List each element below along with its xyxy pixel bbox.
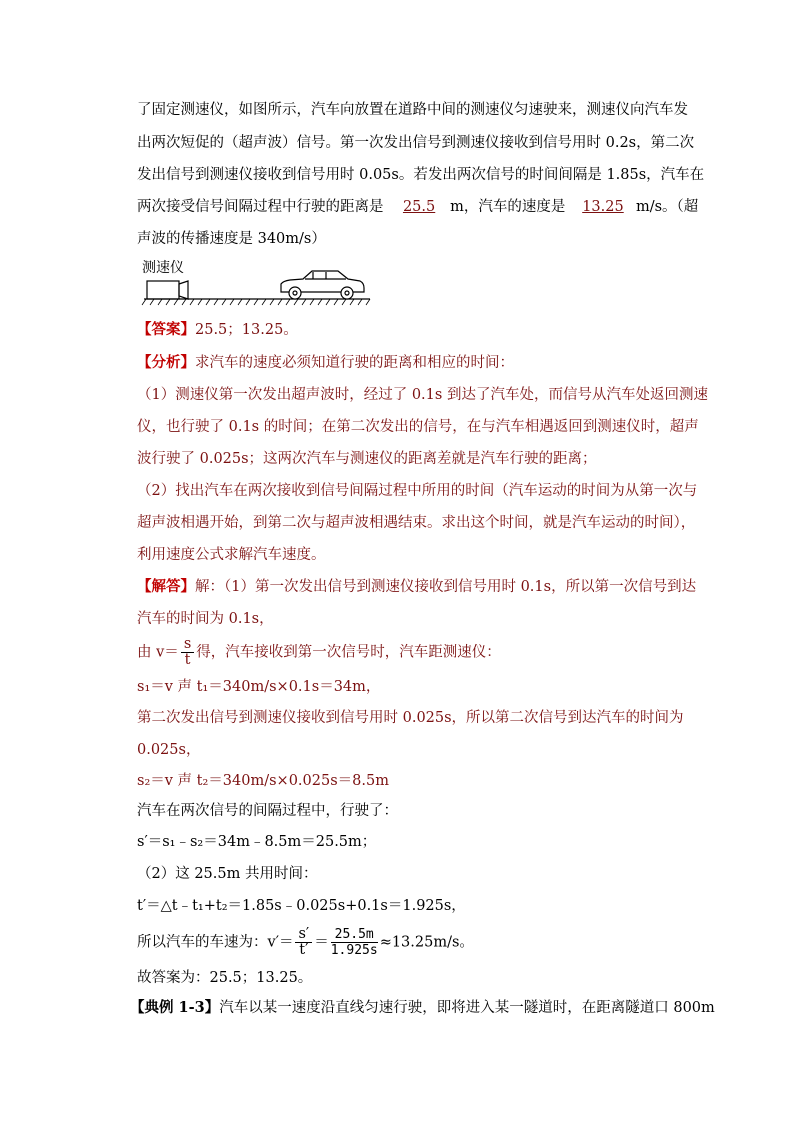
fraction-numerator: s <box>181 637 194 653</box>
car-icon <box>281 271 364 299</box>
problem-line-3: 发出信号到测速仪接收到信号用时 0.05s。若发出两次信号的时间间隔是 1.85s，汽车在 <box>137 167 705 183</box>
answer-blank-1: 25.5 <box>402 199 436 215</box>
solution-line-5: 第二次发出信号到测速仪接收到信号用时 0.025s，所以第二次信号到达汽车的时间为 <box>137 710 684 726</box>
solution-l12-post: ≈13.25m/s。 <box>379 934 474 951</box>
analysis-tag: 【分析】 <box>137 354 195 371</box>
speed-meter-car-figure <box>138 262 373 312</box>
solution-line-7: s₂＝v 声 t₂＝340m/s×0.025s＝8.5m <box>137 773 389 789</box>
solution-line-9: s′＝s₁﹣s₂＝34m﹣8.5m＝25.5m； <box>137 834 377 850</box>
solution-line-1 <box>137 577 696 597</box>
fraction-value <box>331 927 378 958</box>
solution-l3-pre: 由 v＝ <box>137 644 179 661</box>
fraction-numerator: s′ <box>295 927 312 943</box>
fraction-denominator: 1.925s <box>330 943 378 958</box>
figure-label: 测速仪 <box>142 260 184 276</box>
answer-blank-2: 13.25 <box>582 199 624 215</box>
solution-line-8: 汽车在两次信号的间隔过程中，行驶了： <box>137 803 398 819</box>
fraction-denominator: t′ <box>299 942 309 958</box>
solution-line-12 <box>137 927 474 958</box>
analysis-intro: 求汽车的速度必须知道行驶的距离和相应的时间： <box>195 355 514 371</box>
problem-line-5: 声波的传播速度是 340m/s） <box>137 231 326 247</box>
next-example-tag: 【典例 1-3】 <box>130 999 220 1016</box>
solution-line-2: 汽车的时间为 0.1s， <box>137 611 274 627</box>
analysis-p2-line-1: （2）找出汽车在两次接收到信号间隔过程中所用的时间（汽车运动的时间为从第一次与 <box>137 483 698 499</box>
next-example-text: 汽车以某一速度沿直线匀速行驶，即将进入某一隧道时，在距离隧道口 800m <box>219 1000 715 1016</box>
next-example-line <box>130 998 715 1018</box>
analysis-p2-line-3: 利用速度公式求解汽车速度。 <box>137 547 326 563</box>
solution-line-3 <box>137 637 501 668</box>
solution-line-4: s₁＝v 声 t₁＝340m/s×0.1s＝34m， <box>137 679 381 695</box>
fraction-numerator: 25.5m <box>331 927 378 943</box>
analysis-p1-line-3: 波行驶了 0.025s；这两次汽车与测速仪的距离差就是汽车行驶的距离； <box>137 451 597 467</box>
fraction-s-prime-over-t-prime <box>295 927 312 958</box>
problem-line-4-a: 两次接受信号间隔过程中行驶的距离是 <box>137 199 384 215</box>
problem-line-4-c: m/s。（超 <box>635 199 699 215</box>
problem-line-2: 出两次短促的（超声波）信号。第一次发出信号到测速仪接收到信号用时 0.2s，第二次 <box>137 135 695 151</box>
speed-meter-icon <box>147 281 179 299</box>
solution-line-13: 故答案为：25.5；13.25。 <box>137 970 313 986</box>
solution-l12-pre: 所以汽车的车速为：v′＝ <box>137 934 294 951</box>
solution-line-11: t′＝△t﹣t₁+t₂＝1.85s﹣0.025s+0.1s＝1.925s， <box>137 898 466 914</box>
solution-line-10: （2）这 25.5m 共用时间： <box>137 866 318 882</box>
solution-l12-mid: ＝ <box>314 934 329 951</box>
answer-line <box>137 320 298 340</box>
problem-line-4 <box>137 197 698 217</box>
analysis-p1-line-2: 仪，也行驶了 0.1s 的时间；在第二次发出的信号，在与汽车相遇返回到测速仪时，超声 <box>137 419 699 435</box>
problem-line-4-b: m，汽车的速度是 <box>450 199 566 215</box>
analysis-intro-line <box>137 353 514 373</box>
answer-tag: 【答案】 <box>137 321 195 338</box>
answer-text: 25.5；13.25。 <box>195 322 298 338</box>
problem-line-1: 了固定测速仪，如图所示，汽车向放置在道路中间的测速仪匀速驶来，测速仪向汽车发 <box>137 102 688 118</box>
solution-tag: 【解答】 <box>137 578 195 595</box>
analysis-p2-line-2: 超声波相遇开始，到第二次与超声波相遇结束。求出这个时间，就是汽车运动的时间）， <box>137 515 696 531</box>
solution-line-6: 0.025s， <box>137 742 201 758</box>
solution-l3-post: 得，汽车接收到第一次信号时，汽车距测速仪： <box>196 644 501 661</box>
fraction-denominator: t <box>184 652 191 668</box>
solution-l1: 解：（1）第一次发出信号到测速仪接收到信号用时 0.1s，所以第一次信号到达 <box>195 579 697 595</box>
fraction-s-over-t <box>181 637 194 668</box>
analysis-p1-line-1: （1）测速仪第一次发出超声波时，经过了 0.1s 到达了汽车处，而信号从汽车处返回测速 <box>137 387 708 403</box>
